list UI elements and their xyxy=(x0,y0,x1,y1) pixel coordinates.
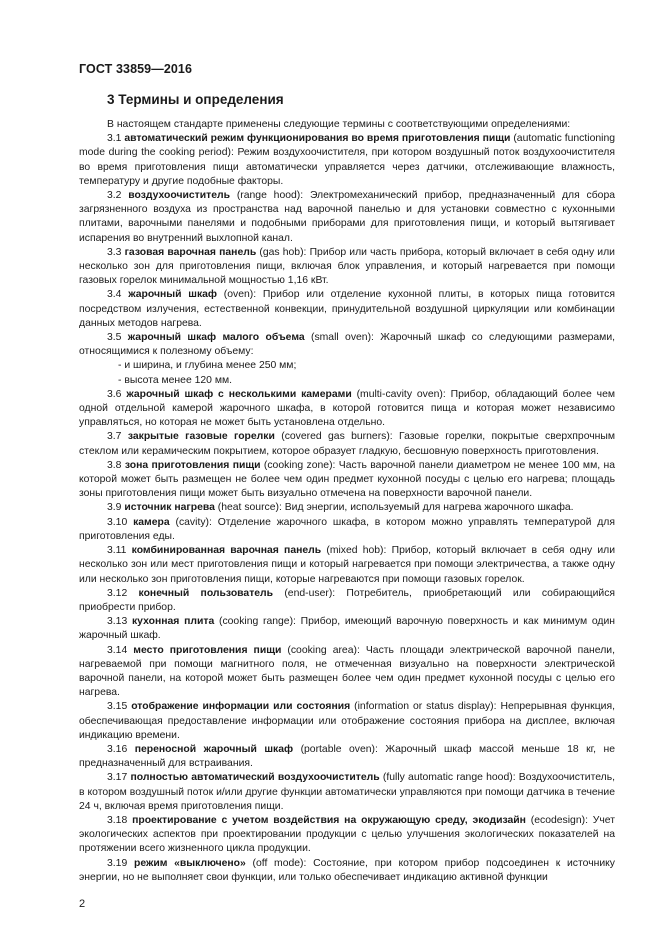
term-definition: (oven): Прибор или отделение кухонной плиты, в которых пища готовится посредством излучения, естественной конвекции, принудительной воздушной циркуляции или комбинации данных методов нагрева. xyxy=(79,289,615,329)
term-name: жарочный шкаф xyxy=(128,289,218,301)
term-name: камера xyxy=(133,516,170,528)
term-definition: (cavity): Отделение жарочного шкафа, в котором можно управлять температурой для приготовления еды. xyxy=(79,516,615,542)
term-definition: (automatic functioning mode during the cooking period): Режим воздухоочистителя, при котором воздушный поток воздухоочистителя во время приготовления пищи автоматически управляется через датчики, отслеживающие влажность, температуру и другие подобные факторы. xyxy=(79,133,615,187)
page-number: 2 xyxy=(79,898,86,910)
term-entry xyxy=(79,459,615,502)
term-entry xyxy=(79,743,615,771)
term-name: место приготовления пищи xyxy=(133,644,282,656)
term-number: 3.2 xyxy=(107,190,122,202)
terms-list xyxy=(79,132,615,885)
term-number: 3.19 xyxy=(107,857,128,869)
standard-code: ГОСТ 33859—2016 xyxy=(79,62,193,76)
term-name: переносной жарочный шкаф xyxy=(134,743,294,755)
term-number: 3.6 xyxy=(107,388,122,400)
term-number: 3.9 xyxy=(107,502,122,514)
term-definition: (covered gas burners): Газовые горелки, покрытые сверхпрочным стеклом или керамическим покрытием, которое образует гладкую, бесшовную поверхность приготовления. xyxy=(79,431,616,457)
term-definition: (gas hob): Прибор или часть прибора, который включает в себя одну или несколько зон для приготовления пищи, включая блок управления, и который нагревается при помощи газовых горелок минимальной мощностью 1,16 кВт. xyxy=(79,246,615,287)
term-entry xyxy=(79,132,615,189)
terms-content xyxy=(79,118,615,885)
term-name: источник нагрева xyxy=(124,502,215,514)
intro-paragraph: В настоящем стандарте применены следующие термины с соответствующими определениями: xyxy=(107,119,571,130)
term-number: 3.13 xyxy=(107,616,128,628)
term-name: режим «выключено» xyxy=(133,857,246,869)
term-definition: (end-user): Потребитель, приобретающий или собирающийся приобрести прибор. xyxy=(79,587,616,613)
term-name: кухонная плита xyxy=(131,616,215,628)
term-name: воздухоочиститель xyxy=(128,190,231,202)
term-number: 3.5 xyxy=(107,332,122,344)
term-name: жарочный шкаф с несколькими камерами xyxy=(126,388,352,400)
term-definition: (range hood): Электромеханический прибор, предназначенный для сбора загрязненного воздуха из пространства над варочной панелью и для установки совместно с кухонными плитами, варочными панелями и подобными приборами для приготовления пищи, и который вытягивает испарения во внутренний выхлопной канал. xyxy=(79,190,615,244)
term-number: 3.11 xyxy=(107,545,127,557)
term-number: 3.15 xyxy=(107,701,128,713)
term-number: 3.3 xyxy=(107,246,122,258)
term-number: 3.12 xyxy=(107,587,128,599)
term-definition: (cooking area): Часть площади электрической варочной панели, нагреваемой при помощи магнитного поля, не отмеченная визуально на поверхности электрической варочной панели, на которой может быть размещен более чем один предмет кухонной посуды с целью его нагрева. xyxy=(79,644,615,699)
list-item xyxy=(79,359,615,373)
term-number: 3.7 xyxy=(107,431,122,443)
list-item xyxy=(79,374,615,388)
term-number: 3.10 xyxy=(107,516,128,528)
list-item-text: - высота менее 120 мм. xyxy=(118,374,233,386)
term-name: комбинированная варочная панель xyxy=(131,545,322,557)
term-entry xyxy=(79,814,615,857)
list-item-text: - и ширина, и глубина менее 250 мм; xyxy=(118,360,297,372)
term-name: полностью автоматический воздухоочиститель xyxy=(130,772,380,784)
term-entry xyxy=(79,246,615,289)
term-entry xyxy=(79,501,615,515)
term-name: конечный пользователь xyxy=(138,587,274,599)
term-definition: (information or status display): Непрерывная функция, обеспечивающая предоставление информации или отображение состояния прибора на дисплее, включая индикацию времени. xyxy=(79,701,615,741)
term-number: 3.4 xyxy=(107,289,122,301)
term-name: проектирование с учетом воздействия на окружающую среду, экодизайн xyxy=(132,814,526,826)
term-entry xyxy=(79,700,615,743)
term-entry xyxy=(79,857,615,885)
term-number: 3.14 xyxy=(107,644,128,656)
term-name: отображение информации или состояния xyxy=(131,701,351,713)
term-definition: (mixed hob): Прибор, который включает в себя одну или несколько зон или мест приготовления пищи и который нагревается при помощи электричества, а также одну или несколько зон приготовления пищи, которые нагреваются при помощи газовых горелок. xyxy=(79,545,616,585)
term-definition: (heat source): Вид энергии, используемый для нагрева жарочного шкафа. xyxy=(217,502,574,514)
term-definition: (cooking range): Прибор, имеющий варочную поверхность и как минимум один жарочный шкаф. xyxy=(79,616,615,642)
term-name: автоматический режим функционирования во время приготовления пищи xyxy=(124,133,511,145)
term-name: закрытые газовые горелки xyxy=(127,431,275,443)
term-name: зона приготовления пищи xyxy=(124,459,261,471)
term-entry xyxy=(79,644,615,701)
term-entry xyxy=(79,587,615,615)
term-entry xyxy=(79,430,615,458)
term-definition: (cooking zone): Часть варочной панели диаметром не менее 100 мм, на которой может быть размещен не более чем один предмет кухонной посуды с целью его нагрева; площадь зоны приготовления пищи может быть визуально отмечена на поверхности варочной панели. xyxy=(79,459,615,500)
term-entry xyxy=(79,771,615,814)
section-title: 3 Термины и определения xyxy=(107,92,284,107)
term-number: 3.1 xyxy=(107,133,122,145)
term-number: 3.18 xyxy=(107,814,128,826)
term-number: 3.17 xyxy=(107,772,128,784)
term-entry xyxy=(79,544,615,587)
term-name: жарочный шкаф малого объема xyxy=(127,332,305,344)
term-definition: (fully automatic range hood): Воздухоочиститель, в котором воздушный поток и/или другие функции автоматически управляются при помощи датчика в течение 24 ч, включая время приготовления пищи. xyxy=(79,772,616,812)
term-name: газовая варочная панель xyxy=(124,246,257,258)
term-entry xyxy=(79,615,615,643)
term-entry xyxy=(79,288,615,331)
term-definition: (ecodesign): Учет экологических аспектов при проектировании продукции с целью улучшения экологических показателей на протяжении всего жизненного цикла продукции. xyxy=(79,814,616,855)
term-number: 3.8 xyxy=(107,459,122,471)
term-entry xyxy=(79,516,615,544)
term-definition: (multi-cavity oven): Прибор, обладающий более чем одной отдельной камерой жарочного шкафа, в которой готовится пища и которая может независимо управляться, но которая не может быть установлена отдельно. xyxy=(79,388,616,429)
term-entry xyxy=(79,189,615,246)
term-definition: (off mode): Состояние, при котором прибор подсоединен к источнику энергии, но не выполняет свои функции, или только обеспечивает индикацию активной функции xyxy=(79,857,616,883)
term-entry xyxy=(79,331,615,359)
term-number: 3.16 xyxy=(107,743,128,755)
term-definition: (small oven): Жарочный шкаф со следующими размерами, относящимися к полезному объему: xyxy=(79,332,616,358)
term-definition: (portable oven): Жарочный шкаф массой меньше 18 кг, не предназначенный для встраивания. xyxy=(79,743,616,770)
term-entry xyxy=(79,388,615,431)
